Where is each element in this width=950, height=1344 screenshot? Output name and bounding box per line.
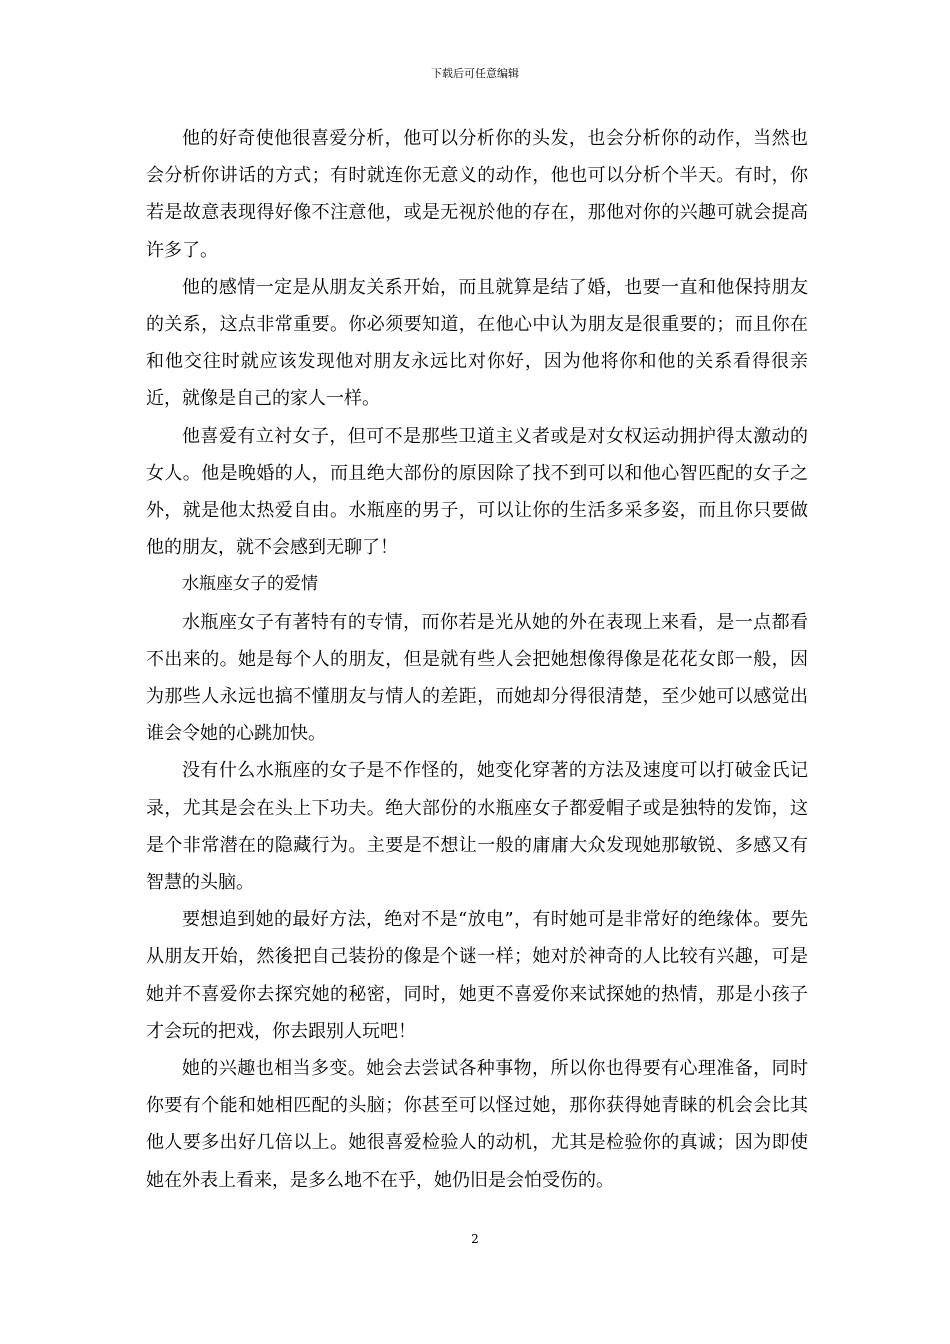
page-number: 2 [471, 1232, 479, 1246]
paragraph: 没有什么水瓶座的女子是不作怪的，她变化穿著的方法及速度可以打破金氏记录，尤其是会在头上下功夫。绝大部份的水瓶座女子都爱帽子或是独特的发饰，这是个非常潜在的隐藏行为。主要是不想让一般的庸庸大众发现她那敏锐、多感又有智慧的头脑。 [146, 760, 808, 894]
paragraph: 她的兴趣也相当多变。她会去尝试各种事物，所以你也得要有心理准备，同时你要有个能和她相匹配的头脑；你甚至可以怪过她，那你获得她青睐的机会会比其他人要多出好几倍以上。她很喜爱检验人的动机，尤其是检验你的真诚；因为即使她在外表上看来，是多么地不在乎，她仍旧是会怕受伤的。 [146, 1058, 808, 1191]
paragraph: 他的好奇使他很喜爱分析，他可以分析你的头发，也会分析你的动作，当然也会分析你讲话的方式；有时就连你无意义的动作，他也可以分析个半天。有时，你若是故意表现得好像不注意他，或是无视於他的存在，那他对你的兴趣可就会提高许多了。 [146, 128, 808, 261]
section-heading: 水瓶座女子的爱情 [182, 574, 318, 595]
page-header: 下载后可任意编辑 [431, 67, 519, 80]
paragraph: 他喜爱有立衬女子，但可不是那些卫道主义者或是对女权运动拥护得太激动的女人。他是晚婚的人，而且绝大部份的原因除了找不到可以和他心智匹配的女子之外，就是他太热爱自由。水瓶座的男子，可以让你的生活多采多姿，而且你只要做他的朋友，就不会感到无聊了！ [146, 425, 808, 559]
paragraph: 水瓶座女子有著特有的专情，而你若是光从她的外在表现上来看，是一点都看不出来的。她是每个人的朋友，但是就有些人会把她想像得像是花花女郎一般，因为那些人永远也搞不懂朋友与情人的差距，而她却分得很清楚，至少她可以感觉出谁会令她的心跳加快。 [146, 611, 808, 745]
paragraph: 他的感情一定是从朋友关系开始，而且就算是结了婚，也要一直和他保持朋友的关系，这点非常重要。你必须要知道，在他心中认为朋友是很重要的；而且你在和他交往时就应该发现他对朋友永远比对你好，因为他将你和他的关系看得很亲近，就像是自己的家人一样。 [146, 276, 808, 410]
document-body [146, 120, 808, 1199]
paragraph: 要想追到她的最好方法，绝对不是“放电”，有时她可是非常好的绝缘体。要先从朋友开始，然後把自己装扮的像是个谜一样；她对於神奇的人比较有兴趣，可是她并不喜爱你去探究她的秘密，同时，她更不喜爱你来试探她的热情，那是小孩子才会玩的把戏，你去跟别人玩吧！ [146, 909, 808, 1042]
